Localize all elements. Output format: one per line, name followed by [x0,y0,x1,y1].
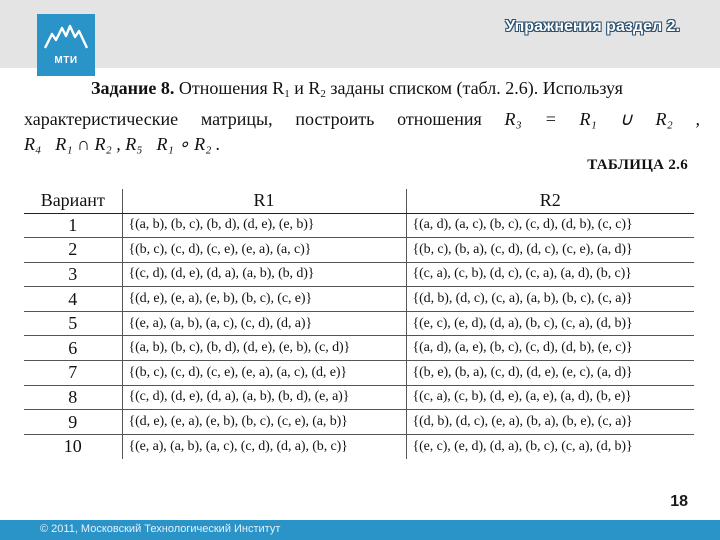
variant-cell: 3 [24,262,122,287]
formula-r4: R₄ [24,134,42,154]
variant-cell: 10 [24,434,122,459]
r2-cell: {(d, b), (d, c), (e, a), (b, a), (b, e), (c, a)} [406,410,694,435]
r1-cell: {(a, b), (b, c), (b, d), (d, e), (e, b), (c, d)} [122,336,406,361]
variant-cell: 4 [24,287,122,312]
column-header-variant: Вариант [24,189,122,213]
variant-cell: 2 [24,238,122,263]
table-header-row [24,189,694,213]
table-label: ТАБЛИЦА 2.6 [587,157,688,173]
variant-cell: 7 [24,361,122,386]
task-text [24,76,700,132]
r1-cell: {(d, e), (e, a), (e, b), (b, c), (c, e)} [122,287,406,312]
variant-cell: 1 [24,213,122,238]
table-row [24,410,694,435]
footer-bar [0,520,720,540]
formula-r5: , R₅ [116,134,143,154]
table-row [24,434,694,459]
r2-cell: {(c, a), (c, b), (d, e), (a, e), (a, d), (b, e)} [406,385,694,410]
r1-cell: {(e, a), (a, b), (a, c), (c, d), (d, a), (b, c)} [122,434,406,459]
formula-composition: R₁ ∘ R₂ . [156,134,221,154]
r2-cell: {(e, c), (e, d), (d, a), (b, c), (c, a), (d, b)} [406,311,694,336]
r1-cell: {(b, c), (c, d), (c, e), (e, a), (a, c)} [122,238,406,263]
table-row [24,213,694,238]
task-line-3 [24,134,220,155]
logo-text: МТИ [54,55,78,66]
r2-cell: {(c, a), (c, b), (d, c), (c, a), (a, d), (b, c)} [406,262,694,287]
table-row [24,385,694,410]
variant-cell: 6 [24,336,122,361]
mountains-icon [43,22,89,52]
column-header-r1: R1 [122,189,406,213]
formula-intersection: R₁ ∩ R₂ [55,134,112,154]
r1-cell: {(c, d), (d, e), (d, a), (a, b), (b, d)} [122,262,406,287]
table-row [24,336,694,361]
r1-cell: {(b, c), (c, d), (c, e), (e, a), (a, c), (d, e)} [122,361,406,386]
table-row [24,287,694,312]
variant-cell: 8 [24,385,122,410]
r2-cell: {(b, c), (b, a), (c, d), (d, c), (c, e), (a, d)} [406,238,694,263]
r2-cell: {(e, c), (e, d), (d, a), (b, c), (c, a), (d, b)} [412,438,633,454]
institute-logo [37,14,95,76]
task-label: Задание 8. [91,78,175,98]
r1-cell: {(a, b), (b, c), (b, d), (d, e), (e, b)} [122,213,406,238]
task-line-2: характеристические матрицы, построить отношения R₃ = R₁ ∪ R₂ , [24,109,701,129]
column-header-r2: R2 [406,189,694,213]
r2-cell: {(b, e), (b, a), (c, d), (d, e), (e, c), (a, d)} [406,361,694,386]
slide-title: Упражнения раздел 2. [505,18,680,35]
relations-table [24,189,694,459]
table-row [24,311,694,336]
r1-cell: {(c, d), (d, e), (d, a), (a, b), (b, d), (e, a)} [122,385,406,410]
formula-r3: R₃ = R₁ ∪ R₂ , [504,109,701,129]
page-number: 18 [670,493,688,510]
table-row [24,361,694,386]
r2-cell: {(a, d), (a, e), (b, c), (c, d), (d, b), (e, c)} [406,336,694,361]
table-row [24,262,694,287]
r1-cell: {(d, e), (e, a), (e, b), (b, c), (c, e), (a, b)} [122,410,406,435]
variant-cell: 5 [24,311,122,336]
copyright-text: © 2011, Московский Технологический Институт [40,523,281,535]
task-line-1: Задание 8. Отношения $R_1$ и $R_2$ заданы списком (табл. 2.6). Используя [91,78,623,100]
table-row [24,238,694,263]
r2-cell: {(a, d), (a, c), (b, c), (c, d), (d, b), (c, c)} [406,213,694,238]
r2-cell: {(d, b), (d, c), (c, a), (a, b), (b, c), (c, a)} [406,287,694,312]
r1-cell: {(e, a), (a, b), (a, c), (c, d), (d, a)} [122,311,406,336]
variant-cell: 9 [24,410,122,435]
